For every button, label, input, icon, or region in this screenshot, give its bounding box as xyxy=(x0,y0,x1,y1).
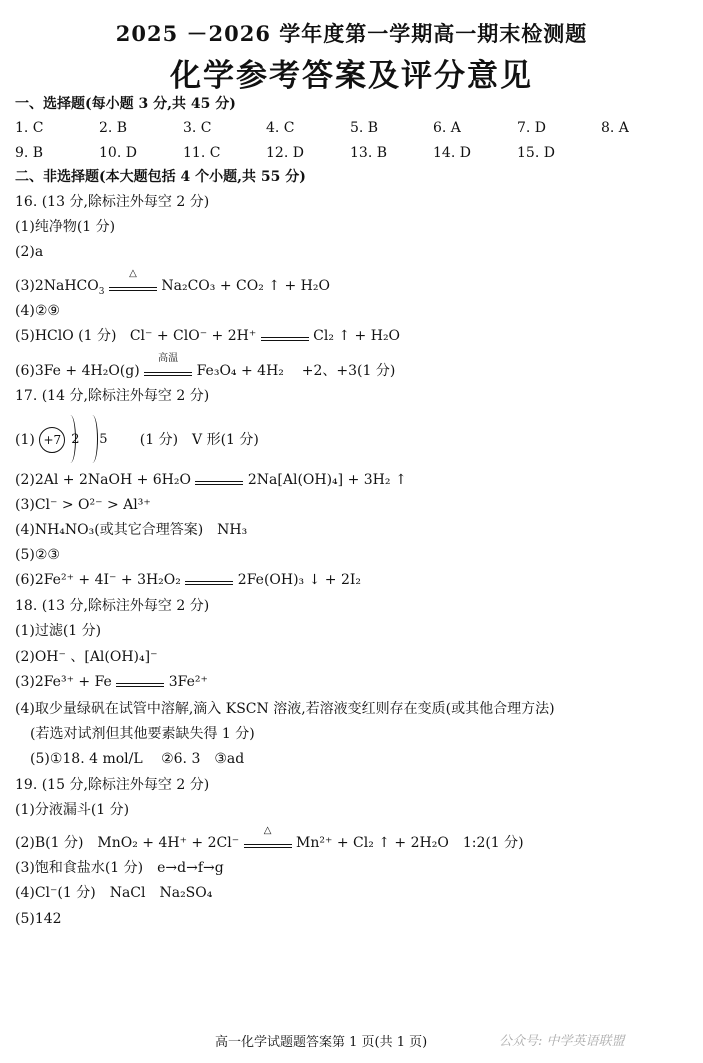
q16-line-6 xyxy=(15,353,396,380)
answer-item: 14. D xyxy=(433,145,471,161)
shell-1-electrons: 2 xyxy=(71,432,80,447)
high-temp-arrow: 高温 xyxy=(144,366,192,376)
q17-line-1 xyxy=(15,425,259,455)
electron-shell-2 xyxy=(87,415,98,463)
q17-l1-label: (1) xyxy=(15,432,35,448)
q16-eq3-right: Na₂CO₃ + CO₂ ↑ + H₂O xyxy=(161,278,330,294)
answer-item: 11. C xyxy=(183,145,221,161)
equals-arrow xyxy=(116,677,164,687)
q16-line-2: (2)a xyxy=(15,244,44,260)
q17-line-2 xyxy=(15,471,407,489)
heat-arrow: △ xyxy=(244,838,292,848)
q19-line-1: (1)分液漏斗(1 分) xyxy=(15,802,130,818)
answer-item: 2. B xyxy=(99,120,128,136)
answer-item: 15. D xyxy=(517,145,555,161)
q18-line-2: (2)OH⁻ 、[Al(OH)₄]⁻ xyxy=(15,649,158,665)
q17-line-5: (5)②③ xyxy=(15,547,60,563)
equals-arrow xyxy=(185,575,233,585)
answer-item: 7. D xyxy=(517,120,547,136)
q19-line-3: (3)饱和食盐水(1 分) e→d→f→g xyxy=(15,860,224,876)
watermark: 公众号: 中学英语联盟 xyxy=(499,1034,625,1049)
q19-line-4: (4)Cl⁻(1 分) NaCl Na₂SO₄ xyxy=(15,885,213,901)
q18-line-5: (5)①18. 4 mol/L ②6. 3 ③ad xyxy=(30,751,245,767)
atom-structure-diagram xyxy=(39,425,135,455)
nucleus-circle: +7 xyxy=(39,427,65,453)
q17-l1-answer: (1 分) V 形(1 分) xyxy=(139,432,259,448)
answer-item: 6. A xyxy=(433,120,461,136)
q17-heading: 17. (14 分,除标注外每空 2 分) xyxy=(15,388,210,404)
q19-line-5: (5)142 xyxy=(15,911,62,927)
q16-l5-answer: (5)HClO (1 分) xyxy=(15,328,117,344)
q18-line-3 xyxy=(15,673,208,691)
shell-2-electrons: 5 xyxy=(99,432,108,447)
answer-item: 1. C xyxy=(15,120,44,136)
q16-heading: 16. (13 分,除标注外每空 2 分) xyxy=(15,194,210,210)
q19-l2-eq-right: Mn²⁺ + Cl₂ ↑ + 2H₂O 1:2(1 分) xyxy=(296,835,524,851)
answer-item: 9. B xyxy=(15,145,44,161)
section-2-heading: 二、非选择题(本大题包括 4 个小题,共 55 分) xyxy=(15,169,306,185)
q18-line-4: (4)取少量绿矾在试管中溶解,滴入 KSCN 溶液,若溶液变红则存在变质(或其他合理方法) xyxy=(15,701,555,717)
q19-l2-eq-left: (2)B(1 分) MnO₂ + 4H⁺ + 2Cl⁻ xyxy=(15,835,240,851)
q19-heading: 19. (15 分,除标注外每空 2 分) xyxy=(15,777,210,793)
q18-l3-eq-right: 3Fe²⁺ xyxy=(168,674,208,690)
q16-line-1: (1)纯净物(1 分) xyxy=(15,219,116,235)
equals-arrow xyxy=(195,475,243,485)
document-subtitle: 化学参考答案及评分意见 xyxy=(170,58,533,94)
q17-l2-eq-right: 2Na[Al(OH)₄] + 3H₂ ↑ xyxy=(247,472,407,488)
answer-item: 4. C xyxy=(266,120,295,136)
q18-line-4-note: (若选对试剂但其他要素缺失得 1 分) xyxy=(30,726,255,742)
answer-item: 5. B xyxy=(350,120,379,136)
answer-item: 8. A xyxy=(601,120,629,136)
q16-l6-eq-right: Fe₃O₄ + 4H₂ xyxy=(196,363,284,379)
q19-line-2 xyxy=(15,825,524,852)
q16-l6-valence: +2、+3(1 分) xyxy=(301,363,396,379)
answer-item: 10. D xyxy=(99,145,137,161)
q16-l5-eq-right: Cl₂ ↑ + H₂O xyxy=(313,328,401,344)
q16-line-4: (4)②⑨ xyxy=(15,303,60,319)
q17-line-4: (4)NH₄NO₃(或其它合理答案) NH₃ xyxy=(15,522,248,538)
q17-line-6 xyxy=(15,571,361,589)
section-1-heading: 一、选择题(每小题 3 分,共 45 分) xyxy=(15,96,236,112)
q17-l6-eq-right: 2Fe(OH)₃ ↓ + 2I₂ xyxy=(237,572,362,588)
equals-arrow xyxy=(261,331,309,341)
page-footer: 高一化学试题题答案第 1 页(共 1 页) xyxy=(215,1035,428,1050)
document-title: 2025 －2026 学年度第一学期高一期末检测题 xyxy=(115,21,588,46)
answer-item: 3. C xyxy=(183,120,212,136)
answer-item: 12. D xyxy=(266,145,304,161)
answer-item: 13. B xyxy=(350,145,388,161)
q16-l6-eq-left: (6)3Fe + 4H₂O(g) xyxy=(15,363,140,379)
q16-l5-eq-left: Cl⁻ + ClO⁻ + 2H⁺ xyxy=(129,328,257,344)
q16-line-5 xyxy=(15,327,400,345)
q18-line-1: (1)过滤(1 分) xyxy=(15,623,102,639)
q16-line-3: (3)2NaHCO$_3$ △ Na₂CO₃ + CO₂ ↑ + H₂O xyxy=(15,268,330,297)
q17-l6-eq-left: (6)2Fe²⁺ + 4I⁻ + 3H₂O₂ xyxy=(15,572,181,588)
q18-heading: 18. (13 分,除标注外每空 2 分) xyxy=(15,598,210,614)
heat-arrow: △ xyxy=(109,281,157,291)
q17-line-3: (3)Cl⁻ > O²⁻ > Al³⁺ xyxy=(15,497,151,513)
q16-eq3-left: (3)2NaHCO xyxy=(15,278,99,294)
q18-l3-eq-left: (3)2Fe³⁺ + Fe xyxy=(15,674,112,690)
q17-l2-eq-left: (2)2Al + 2NaOH + 6H₂O xyxy=(15,472,191,488)
